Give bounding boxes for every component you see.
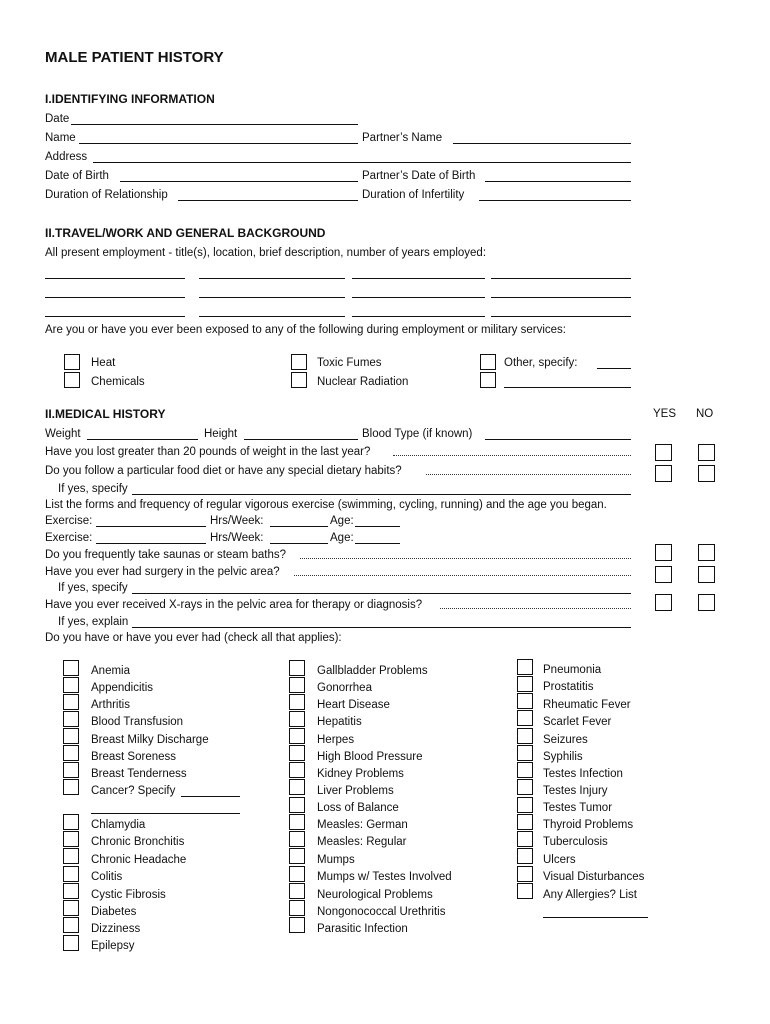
condition-label: Dizziness: [91, 923, 141, 935]
saunas-no-checkbox[interactable]: [698, 544, 715, 561]
condition-checkbox[interactable]: [517, 762, 533, 778]
condition-checkbox[interactable]: [63, 762, 79, 778]
employment-field[interactable]: [491, 278, 631, 279]
condition-label: Syphilis: [543, 751, 583, 763]
nuclear-radiation-label: Nuclear Radiation: [317, 376, 409, 388]
condition-label: Prostatitis: [543, 681, 594, 693]
weight-label: Weight: [45, 428, 81, 440]
condition-checkbox[interactable]: [517, 659, 533, 675]
condition-checkbox[interactable]: [289, 797, 305, 813]
toxic-fumes-checkbox[interactable]: [291, 354, 307, 370]
condition-label: Testes Tumor: [543, 802, 613, 814]
age-label: Age:: [330, 532, 354, 544]
condition-checkbox[interactable]: [63, 814, 79, 830]
condition-label: Arthritis: [91, 699, 130, 711]
surgery-no-checkbox[interactable]: [698, 566, 715, 583]
partner-name-field[interactable]: [453, 143, 631, 144]
condition-label: Breast Soreness: [91, 751, 177, 763]
exposure-prompt: Are you or have you ever been exposed to any of the following during employment or military services:: [45, 324, 566, 336]
age-field[interactable]: [355, 543, 400, 544]
cancer-specify-field[interactable]: [181, 796, 240, 797]
condition-checkbox[interactable]: [289, 711, 305, 727]
condition-checkbox[interactable]: [517, 797, 533, 813]
question-conditions: Do you have or have you ever had (check all that applies):: [45, 632, 342, 644]
employment-field[interactable]: [352, 278, 485, 279]
employment-prompt: All present employment - title(s), location, brief description, number of years employed:: [45, 247, 487, 259]
condition-checkbox[interactable]: [517, 779, 533, 795]
leader-dots: [300, 558, 631, 559]
condition-checkbox[interactable]: [63, 831, 79, 847]
name-label: Name: [45, 132, 76, 144]
condition-checkbox[interactable]: [63, 883, 79, 899]
nuclear-radiation-checkbox[interactable]: [291, 372, 307, 388]
condition-checkbox[interactable]: [63, 660, 79, 676]
condition-label: Breast Tenderness: [91, 768, 187, 780]
condition-checkbox[interactable]: [63, 711, 79, 727]
condition-label: Tuberculosis: [543, 836, 608, 848]
partner-name-label: Partner’s Name: [362, 132, 443, 144]
question-exercise: List the forms and frequency of regular vigorous exercise (swimming, cycling, running) and the age you began.: [45, 499, 607, 511]
condition-label: Visual Disturbances: [543, 871, 645, 883]
heat-label: Heat: [91, 357, 116, 369]
yes-column-header: YES: [653, 408, 677, 420]
address-label: Address: [45, 151, 88, 163]
condition-checkbox[interactable]: [63, 745, 79, 761]
condition-label: Gonorrhea: [317, 682, 372, 694]
chemicals-label: Chemicals: [91, 376, 145, 388]
condition-label: Neurological Problems: [317, 889, 433, 901]
address-field[interactable]: [93, 162, 631, 163]
question-diet: Do you follow a particular food diet or have any special dietary habits?: [45, 465, 402, 477]
condition-checkbox[interactable]: [289, 660, 305, 676]
condition-label: Pneumonia: [543, 664, 602, 676]
employment-field[interactable]: [491, 297, 631, 298]
condition-checkbox[interactable]: [63, 848, 79, 864]
dob-label: Date of Birth: [45, 170, 109, 182]
condition-checkbox[interactable]: [289, 866, 305, 882]
condition-checkbox[interactable]: [517, 693, 533, 709]
condition-checkbox[interactable]: [289, 900, 305, 916]
employment-field[interactable]: [45, 297, 185, 298]
condition-label: Herpes: [317, 734, 355, 746]
condition-checkbox[interactable]: [517, 814, 533, 830]
exercise-field[interactable]: [96, 543, 206, 544]
condition-label: Scarlet Fever: [543, 716, 612, 728]
partner-dob-label: Partner’s Date of Birth: [362, 170, 476, 182]
condition-checkbox[interactable]: [517, 728, 533, 744]
hrs-week-field[interactable]: [270, 526, 328, 527]
if-yes-explain-label: If yes, explain: [58, 616, 129, 628]
relationship-field[interactable]: [178, 200, 358, 201]
condition-checkbox[interactable]: [517, 676, 533, 692]
condition-checkbox[interactable]: [289, 762, 305, 778]
date-label: Date: [45, 113, 70, 125]
condition-label: Heart Disease: [317, 699, 390, 711]
section-medical-heading: II.MEDICAL HISTORY: [45, 407, 166, 421]
blood-type-field[interactable]: [485, 439, 631, 440]
other-specify-label: Other, specify:: [504, 357, 578, 369]
surgery-specify-field[interactable]: [132, 593, 631, 594]
employment-field[interactable]: [199, 316, 345, 317]
exercise-field[interactable]: [96, 526, 206, 527]
condition-checkbox[interactable]: [517, 848, 533, 864]
hrs-week-label: Hrs/Week:: [210, 515, 264, 527]
question-saunas: Do you frequently take saunas or steam baths?: [45, 549, 287, 561]
condition-checkbox[interactable]: [63, 677, 79, 693]
condition-label: Seizures: [543, 734, 588, 746]
condition-label: Measles: German: [317, 819, 408, 831]
weight-loss-yes-checkbox[interactable]: [655, 444, 672, 461]
condition-label: Diabetes: [91, 906, 137, 918]
condition-label: Chlamydia: [91, 819, 146, 831]
condition-label: Liver Problems: [317, 785, 394, 797]
condition-checkbox[interactable]: [289, 848, 305, 864]
condition-checkbox[interactable]: [289, 694, 305, 710]
condition-checkbox[interactable]: [63, 728, 79, 744]
relationship-label: Duration of Relationship: [45, 189, 168, 201]
dob-field[interactable]: [120, 181, 358, 182]
condition-label: Blood Transfusion: [91, 716, 184, 728]
condition-label: Cystic Fibrosis: [91, 889, 166, 901]
condition-label: Loss of Balance: [317, 802, 399, 814]
other-specify-field-2[interactable]: [504, 387, 631, 388]
condition-checkbox[interactable]: [289, 917, 305, 933]
condition-label: Cancer? Specify: [91, 785, 176, 797]
condition-label: Any Allergies? List: [543, 889, 637, 901]
condition-checkbox[interactable]: [289, 677, 305, 693]
condition-checkbox[interactable]: [517, 710, 533, 726]
diet-no-checkbox[interactable]: [698, 465, 715, 482]
hrs-week-label: Hrs/Week:: [210, 532, 264, 544]
page-title: MALE PATIENT HISTORY: [45, 49, 224, 66]
section-identifying-heading: I.IDENTIFYING INFORMATION: [45, 92, 215, 106]
infertility-field[interactable]: [479, 200, 631, 201]
if-yes-specify-label: If yes, specify: [58, 582, 128, 594]
xrays-explain-field[interactable]: [132, 627, 631, 628]
condition-checkbox[interactable]: [517, 831, 533, 847]
condition-label: Chronic Headache: [91, 854, 187, 866]
condition-label: Breast Milky Discharge: [91, 734, 209, 746]
condition-label: Mumps: [317, 854, 355, 866]
employment-field[interactable]: [352, 316, 485, 317]
condition-checkbox[interactable]: [517, 745, 533, 761]
condition-label: Gallbladder Problems: [317, 665, 428, 677]
employment-field[interactable]: [45, 316, 185, 317]
question-weight-loss: Have you lost greater than 20 pounds of weight in the last year?: [45, 446, 371, 458]
condition-checkbox[interactable]: [289, 728, 305, 744]
height-field[interactable]: [244, 439, 358, 440]
condition-checkbox[interactable]: [289, 779, 305, 795]
condition-label: Colitis: [91, 871, 123, 883]
infertility-label: Duration of Infertility: [362, 189, 465, 201]
condition-label: Hepatitis: [317, 716, 362, 728]
weight-loss-no-checkbox[interactable]: [698, 444, 715, 461]
exercise-label: Exercise:: [45, 515, 93, 527]
allergies-list-field[interactable]: [543, 917, 648, 918]
condition-label: Measles: Regular: [317, 836, 407, 848]
age-label: Age:: [330, 515, 354, 527]
date-field[interactable]: [71, 124, 358, 125]
condition-label: Parasitic Infection: [317, 923, 408, 935]
condition-label: Rheumatic Fever: [543, 699, 631, 711]
name-field[interactable]: [79, 143, 358, 144]
chemicals-checkbox[interactable]: [64, 372, 80, 388]
no-column-header: NO: [696, 408, 714, 420]
condition-label: Nongonococcal Urethritis: [317, 906, 446, 918]
condition-label: Testes Infection: [543, 768, 623, 780]
xrays-no-checkbox[interactable]: [698, 594, 715, 611]
condition-checkbox[interactable]: [63, 866, 79, 882]
employment-field[interactable]: [199, 278, 345, 279]
weight-field[interactable]: [87, 439, 198, 440]
other-specify-field[interactable]: [597, 368, 631, 369]
condition-checkbox[interactable]: [517, 866, 533, 882]
age-field[interactable]: [355, 526, 400, 527]
diet-yes-checkbox[interactable]: [655, 465, 672, 482]
question-surgery: Have you ever had surgery in the pelvic area?: [45, 566, 280, 578]
surgery-yes-checkbox[interactable]: [655, 566, 672, 583]
condition-checkbox[interactable]: [289, 831, 305, 847]
employment-field[interactable]: [352, 297, 485, 298]
condition-label: Mumps w/ Testes Involved: [317, 871, 452, 883]
diet-specify-field[interactable]: [132, 494, 631, 495]
blood-type-label: Blood Type (if known): [362, 428, 473, 440]
if-yes-specify-label: If yes, specify: [58, 483, 128, 495]
other-exposure-checkbox-2[interactable]: [480, 372, 496, 388]
exercise-label: Exercise:: [45, 532, 93, 544]
xrays-yes-checkbox[interactable]: [655, 594, 672, 611]
toxic-fumes-label: Toxic Fumes: [317, 357, 382, 369]
condition-label: Kidney Problems: [317, 768, 404, 780]
cancer-specify-field-2[interactable]: [91, 813, 240, 814]
hrs-week-field[interactable]: [270, 543, 328, 544]
leader-dots: [393, 455, 631, 456]
condition-label: Appendicitis: [91, 682, 154, 694]
condition-label: Epilepsy: [91, 940, 135, 952]
condition-checkbox[interactable]: [63, 694, 79, 710]
employment-field[interactable]: [45, 278, 185, 279]
condition-checkbox[interactable]: [517, 883, 533, 899]
height-label: Height: [204, 428, 238, 440]
condition-checkbox[interactable]: [63, 917, 79, 933]
condition-label: Ulcers: [543, 854, 576, 866]
condition-label: Chronic Bronchitis: [91, 836, 185, 848]
other-exposure-checkbox[interactable]: [480, 354, 496, 370]
condition-checkbox[interactable]: [289, 814, 305, 830]
condition-label: Anemia: [91, 665, 130, 677]
condition-checkbox[interactable]: [63, 779, 79, 795]
condition-label: Thyroid Problems: [543, 819, 634, 831]
heat-checkbox[interactable]: [64, 354, 80, 370]
saunas-yes-checkbox[interactable]: [655, 544, 672, 561]
partner-dob-field[interactable]: [485, 181, 631, 182]
condition-checkbox[interactable]: [289, 883, 305, 899]
condition-label: Testes Injury: [543, 785, 608, 797]
leader-dots: [440, 608, 631, 609]
condition-checkbox[interactable]: [63, 900, 79, 916]
condition-label: High Blood Pressure: [317, 751, 423, 763]
condition-checkbox[interactable]: [289, 745, 305, 761]
condition-checkbox[interactable]: [63, 935, 79, 951]
section-travel-heading: II.TRAVEL/WORK AND GENERAL BACKGROUND: [45, 226, 326, 240]
employment-field[interactable]: [199, 297, 345, 298]
leader-dots: [426, 474, 631, 475]
employment-field[interactable]: [491, 316, 631, 317]
leader-dots: [294, 575, 631, 576]
question-xrays: Have you ever received X-rays in the pelvic area for therapy or diagnosis?: [45, 599, 423, 611]
